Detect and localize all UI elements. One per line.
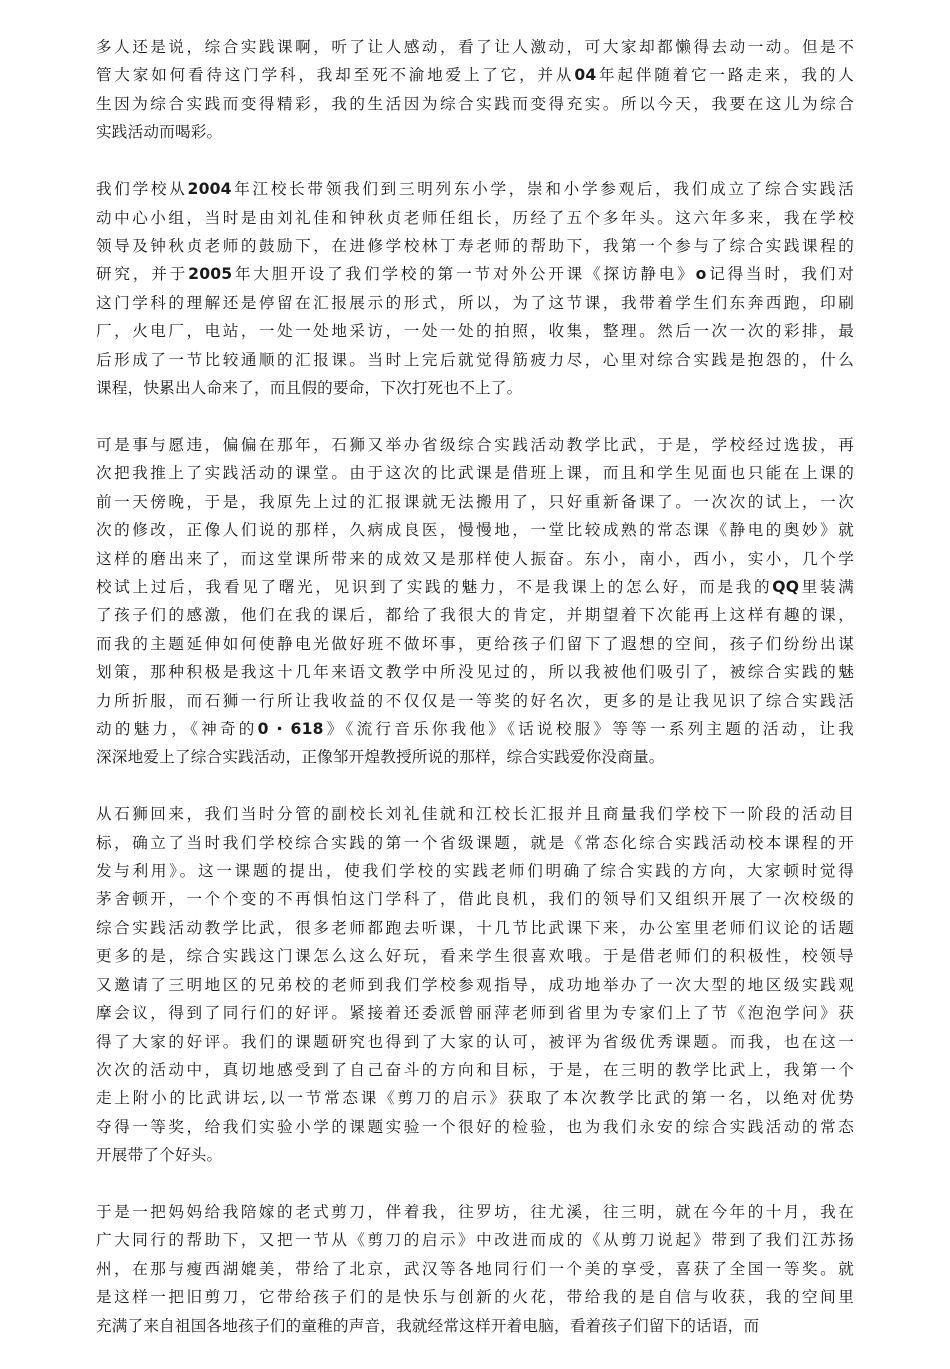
bold-number: QQ: [772, 577, 800, 596]
bold-number: o: [695, 265, 707, 284]
text-run: 我们学校从: [96, 180, 188, 199]
text-line: [96, 1141, 854, 1169]
text-run: 广大同行的帮助下，又把一节从《剪刀的启示》中改进而成的《从剪刀说起》带到了我们江苏扬: [96, 1231, 854, 1250]
text-run: 》《流行音乐你我他》《话说校服》等等一系列主题的活动，让我: [323, 719, 854, 738]
text-line: [96, 317, 854, 345]
paragraph: [96, 800, 854, 1169]
text-run: 茅舍顿开，一个个变的不再惧怕这门学科了，借此良机，我们的领导们又组织开展了一次校级的: [96, 890, 854, 909]
text-run: 这样的磨出来了，而这堂课所带来的成效又是那样使人振奋。东小，南小，西小，实小，几个学: [96, 549, 854, 568]
text-line: [96, 118, 854, 146]
text-line: [96, 1255, 854, 1283]
text-run: 前一天傍晚，于是，我原先上过的汇报课就无法搬用了，只好重新备课了。一次次的试上，一次: [96, 492, 854, 511]
text-run: 而我的主题延伸如何使静电光做好班不做坏事，更给孩子们留下了遐想的空间，孩子们纷纷出谋: [96, 634, 854, 653]
text-run: 厂，火电厂，电站，一处一处地采访，一处一处的拍照，收集，整理。然后一次一次的彩排，最: [96, 322, 854, 341]
text-line: [96, 829, 854, 857]
text-run: 力所折服，而石狮一行所让我收益的不仅仅是一等奖的好名次，更多的是让我见识了综合实践活: [96, 691, 854, 710]
text-run: 动的魅力，《神奇的: [96, 719, 258, 738]
text-line: [96, 800, 854, 828]
text-line: [96, 61, 854, 89]
text-run: 充满了来自祖国各地孩子们的童稚的声音，我就经常这样开着电脑，看着孩子们留下的话语，而: [96, 1316, 760, 1335]
text-run: 得了大家的好评。我们的课题研究也得到了大家的认可，被评为省级优秀课题。而我，也在这一: [96, 1032, 854, 1051]
text-line: [96, 1226, 854, 1254]
text-run: 发与利用》。这一课题的提出，使我们学校的实践老师们明确了综合实践的方向，大家顿时觉得: [96, 862, 854, 881]
text-line: [96, 289, 854, 317]
text-run: 多人还是说，综合实践课啊，听了让人感动，看了让人激动，可大家却都懒得去动一动。但是不: [96, 38, 854, 56]
text-line: [96, 90, 854, 118]
text-line: [96, 488, 854, 516]
text-run: 又邀请了三明地区的兄弟校的老师到我们学校参观指导，成功地举办了一次大型的地区级实践观: [96, 975, 854, 994]
text-run: 年江校长带领我们到三明列东小学，崇和小学参观后，我们成立了综合实践活: [231, 180, 854, 199]
text-line: [96, 687, 854, 715]
text-line: [96, 260, 854, 288]
text-run: 课程，快累出人命来了，而且假的要命，下次打死也不上了。: [96, 378, 523, 397]
text-run: 可是事与愿违，偏偏在那年，石狮又举办省级综合实践活动教学比武，于是，学校经过选拔，再: [96, 435, 854, 454]
text-run: 校试上过后，我看见了曙光，见识到了实践的魅力，不是我课上的怎么好，而是我的: [96, 577, 773, 596]
text-line: [96, 630, 854, 658]
text-run: 记得当时，我们对: [706, 265, 854, 284]
text-run: 综合实践活动教学比武，很多老师都跑去听课，十几节比武课下来，办公室里老师们议论的话题: [96, 918, 854, 937]
text-run: 了孩子们的感激，他们在我的课后，都给了我很大的肯定，并期望着下次能再上这样有趣的课，: [96, 606, 854, 625]
paragraph: [96, 1198, 854, 1340]
text-line: [96, 1084, 854, 1112]
text-run: 走上附小的比武讲坛,以一节常态课《剪刀的启示》获取了本次教学比武的第一名，以绝对优势: [96, 1089, 854, 1108]
text-line: [96, 658, 854, 686]
text-line: [96, 1312, 854, 1340]
text-run: 这门学科的理解还是停留在汇报展示的形式，所以，为了这节课，我带着学生们东奔西跑，印刷: [96, 293, 854, 312]
text-line: [96, 715, 854, 743]
paragraph: [96, 431, 854, 772]
text-run: 州，在那与瘦西湖媲美，带给了北京，武汉等各地同行们一个美的享受，喜获了全国一等奖。就: [96, 1259, 854, 1278]
bold-number: 0・618: [257, 719, 324, 738]
document-body: [96, 33, 854, 1369]
text-run: 实践活动而喝彩。: [96, 123, 223, 142]
paragraph: [96, 175, 854, 402]
text-line: [96, 857, 854, 885]
text-run: 次的修改，正像人们说的那样，久病成良医，慢慢地，一堂比较成熟的常态课《静电的奥妙》就: [96, 521, 854, 540]
text-line: [96, 346, 854, 374]
paragraph: [96, 33, 854, 147]
bold-number: 2005: [188, 265, 233, 284]
text-run: 次次的活动中，真切地感受到了自己奋斗的方向和目标，于是，在三明的教学比武上，我第一个: [96, 1060, 854, 1079]
text-line: [96, 431, 854, 459]
text-line: [96, 33, 854, 61]
text-run: 于是一把妈妈给我陪嫁的老式剪刀，伴着我，往罗坊，往尤溪，往三明，就在今年的十月，我在: [96, 1203, 854, 1222]
text-line: [96, 175, 854, 203]
text-run: 次把我推上了实践活动的课堂。由于这次的比武课是借班上课，而且和学生见面也只能在上课的: [96, 464, 854, 483]
text-run: 研究，并于: [96, 265, 189, 284]
text-run: 管大家如何看待这门学科，我却至死不渝地爱上了它，并从: [96, 66, 575, 85]
text-run: 年大胆开设了我们学校的第一节对外公开课《探访静电》: [232, 265, 696, 284]
text-line: [96, 1198, 854, 1226]
text-line: [96, 545, 854, 573]
text-line: [96, 1113, 854, 1141]
text-line: [96, 999, 854, 1027]
text-run: 动中心小组，当时是由刘礼佳和钟秋贞老师任组长，历经了五个多年头。这六年多来，我在学校: [96, 208, 854, 227]
text-run: 深深地爱上了综合实践活动，正像邹开煌教授所说的那样，综合实践爱你没商量。: [96, 748, 665, 767]
text-run: 夺得一等奖，给我们实验小学的课题实验一个很好的检验，也为我们永安的综合实践活动的常态: [96, 1117, 854, 1136]
text-line: [96, 516, 854, 544]
text-run: 生因为综合实践而变得精彩，我的生活因为综合实践而变得充实。所以今天，我要在这儿为综合: [96, 94, 854, 113]
bold-number: 2004: [187, 180, 232, 199]
text-line: [96, 971, 854, 999]
text-run: 标，确立了当时我们学校综合实践的第一个省级课题，就是《常态化综合实践活动校本课程的开: [96, 833, 854, 852]
text-line: [96, 743, 854, 771]
text-run: 从石狮回来，我们当时分管的副校长刘礼佳就和江校长汇报并且商量我们学校下一阶段的活动目: [96, 805, 854, 824]
text-run: 更多的是，综合实践这门课怎么这么好玩，看来学生很喜欢哦。于是借老师们的积极性，校领导: [96, 947, 854, 966]
text-line: [96, 573, 854, 601]
text-line: [96, 374, 854, 402]
text-line: [96, 232, 854, 260]
text-run: 年起伴随着它一路走来，我的人: [596, 66, 854, 85]
text-run: 里装满: [799, 577, 854, 596]
text-line: [96, 204, 854, 232]
text-run: 领导及钟秋贞老师的鼓励下，在进修学校林丁寿老师的帮助下，我第一个参与了综合实践课程的: [96, 236, 854, 255]
text-line: [96, 942, 854, 970]
text-run: 是这样一把旧剪刀，它带给孩子们的是快乐与创新的火花，带给我的是自信与收获，我的空间里: [96, 1288, 854, 1307]
text-run: 后形成了一节比较通顺的汇报课。当时上完后就觉得筋疲力尽，心里对综合实践是抱怨的，什么: [96, 350, 854, 369]
text-run: 摩会议，得到了同行们的好评。紧接着还委派曾丽萍老师到省里为专家们上了节《泡泡学问》获: [96, 1004, 854, 1023]
bold-number: 04: [574, 66, 597, 85]
text-line: [96, 1028, 854, 1056]
text-run: 开展带了个好头。: [96, 1146, 223, 1165]
text-line: [96, 1056, 854, 1084]
text-line: [96, 885, 854, 913]
text-line: [96, 914, 854, 942]
text-line: [96, 459, 854, 487]
text-line: [96, 1283, 854, 1311]
text-line: [96, 601, 854, 629]
text-run: 划策，那种积极是我这十几年来语文教学中所没见过的，所以我被他们吸引了，被综合实践的魅: [96, 663, 854, 682]
